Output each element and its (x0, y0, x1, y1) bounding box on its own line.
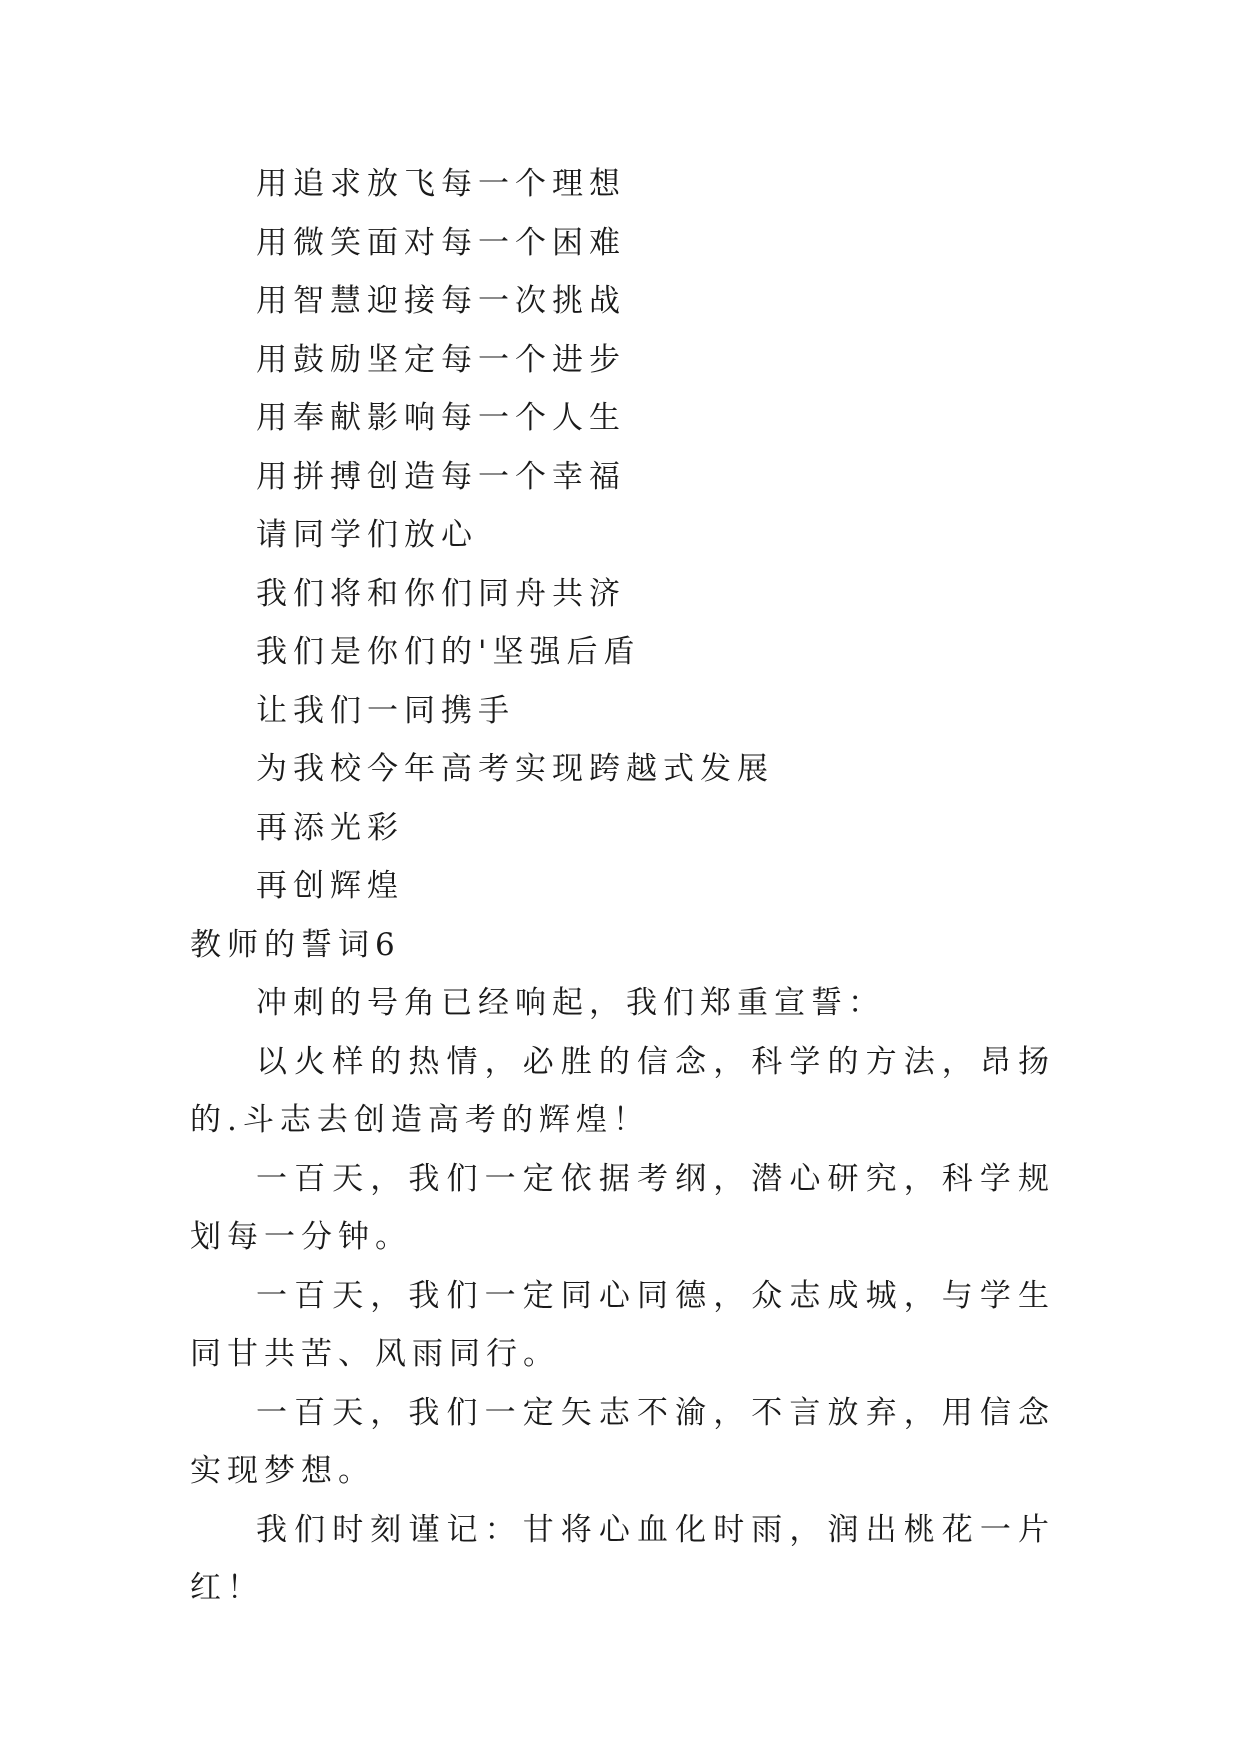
poem-line: 用拼搏创造每一个幸福 (256, 458, 626, 495)
paragraph: 一百天，我们一定矢志不渝，不言放弃，用信念实现梦想。 (190, 1394, 1055, 1489)
poem-line: 再添光彩 (256, 809, 404, 846)
paragraph: 一百天，我们一定同心同德，众志成城，与学生同甘共苦、风雨同行。 (190, 1277, 1055, 1372)
poem-line: 让我们一同携手 (256, 692, 515, 729)
paragraph: 一百天，我们一定依据考纲，潜心研究，科学规划每一分钟。 (190, 1160, 1055, 1255)
poem-line: 用智慧迎接每一次挑战 (256, 283, 626, 319)
paragraph: 我们时刻谨记：甘将心血化时雨，润出桃花一片红！ (190, 1511, 1055, 1606)
paragraph: 冲刺的号角已经响起，我们郑重宣誓： (256, 985, 885, 1021)
poem-line: 我们是你们的'坚强后盾 (256, 634, 641, 670)
poem-line: 用追求放飞每一个理想 (256, 166, 626, 202)
poem-line: 用奉献影响每一个人生 (256, 400, 626, 436)
poem-line: 为我校今年高考实现跨越式发展 (256, 751, 774, 787)
poem-line: 再创辉煌 (256, 868, 404, 904)
document-body (190, 155, 1055, 1618)
poem-line: 用鼓励坚定每一个进步 (256, 341, 626, 378)
poem-line: 用微笑面对每一个困难 (256, 224, 626, 261)
poem-line: 请同学们放心 (256, 517, 478, 553)
poem-line: 我们将和你们同舟共济 (256, 575, 626, 612)
section-heading: 教师的誓词6 (190, 926, 401, 963)
paragraph: 以火样的热情，必胜的信念，科学的方法，昂扬的.斗志去创造高考的辉煌！ (190, 1043, 1055, 1138)
